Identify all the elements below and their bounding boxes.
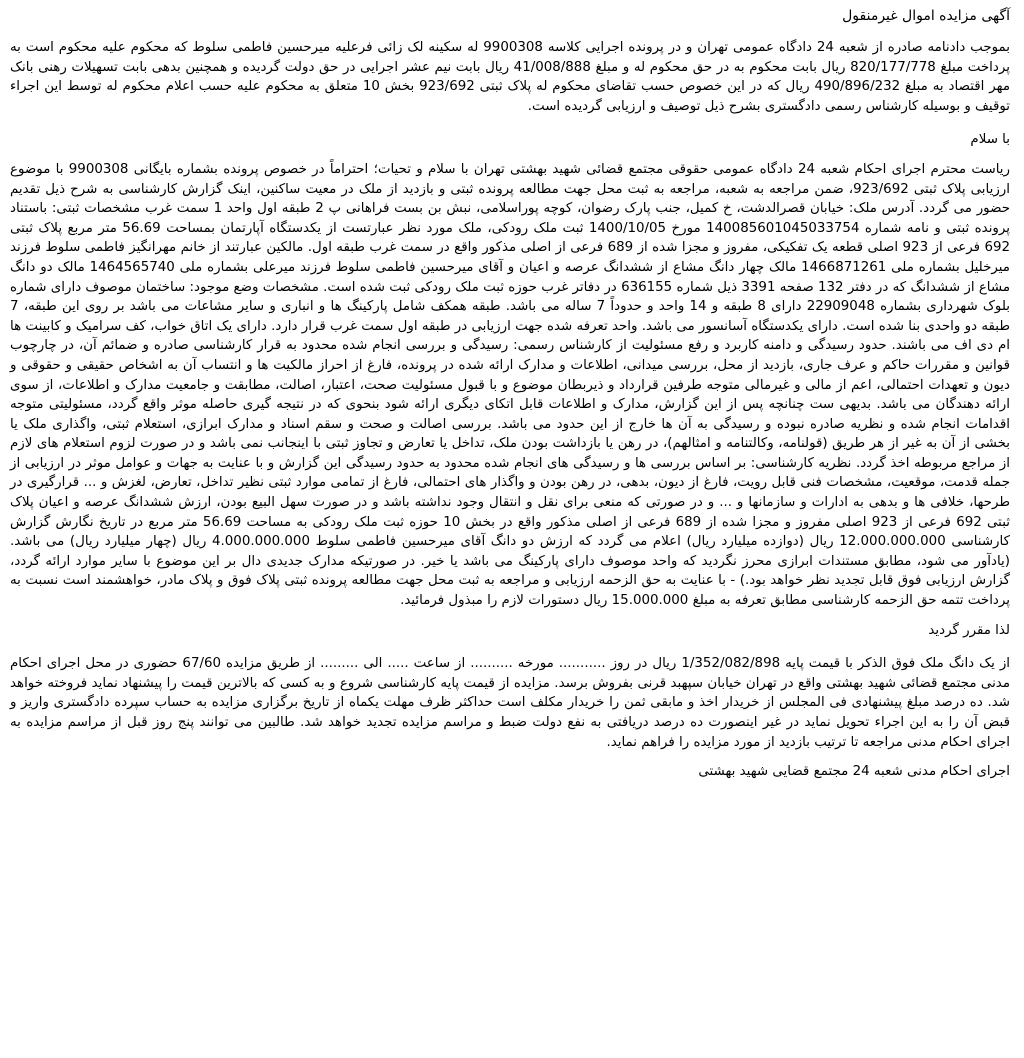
auction-terms-paragraph: از یک دانگ ملک فوق الذکر با قیمت پایه 1/352/082/898 ریال در روز ........... مورخه .......... از ساعت ..... الی ......... از طریق مزایده 67/60 حضوری در محل اجرای احکام مدنی مجتمع قضائی شهید بهشتی واقع در تهران خیابان سپهبد قرنی بفروش برسد. مزایده از قیمت پایه کارشناسی شروع و به کسی که بالاترین قیمت را پیشنهاد نماید فروخته خواهد شد. ده درصد مبلغ پیشنهادی فی المجلس از خریدار اخذ و مابقی ثمن را خریدار مکلف است حداکثر ظرف مهلت یکماه از تاریخ برگزاری مزایده به حساب سپرده دادگستری واریز و قبض آن را به این اجراء تحویل نماید در غیر اینصورت ده درصد دریافتی به نفع دولت ضبط و مراسم مزایده تجدید خواهد شد. طالبین می توانند پنج روز قبل از مراسم مزایده به اجرای احکام مدنی مراجعه تا ترتیب بازدید از مورد مزایده را فراهم نماید. bbox=[10, 656, 1011, 750]
spacer bbox=[10, 640, 1010, 654]
spacer bbox=[10, 752, 1010, 762]
decision-heading: لذا مقرر گردید bbox=[928, 622, 1010, 638]
spacer bbox=[10, 611, 1010, 621]
greeting-line: با سلام bbox=[970, 132, 1010, 148]
signature-line: اجرای احکام مدنی شعبه 24 مجتمع قضایی شهید بهشتی bbox=[698, 764, 1010, 780]
spacer bbox=[10, 116, 1010, 130]
spacer bbox=[10, 150, 1010, 160]
intro-paragraph: بموجب دادنامه صادره از شعبه 24 دادگاه عمومی تهران و در پرونده اجرایی کلاسه 9900308 له سکینه لک زائی فرعلیه میرحسین فاطمی سلوط که محکوم علیه محکوم است به پرداخت مبلغ 820/177/778 ریال بابت محکوم به در حق محکوم له و مبلغ 41/008/888 ریال بابت نیم عشر اجرایی در حق دولت گردیده و همچنین بدهی بابت تسهیلات رهنی بانک مهر اقتصاد به مبلغ 490/896/232 ریال که در این خصوص حسب تقاضای محکوم له پلاک ثبتی 923/692 بخش 10 متعلق به محکوم علیه حسب اعلام محکوم له توسط این اجراء توقیف و بوسیله کارشناس رسمی دادگستری بشرح ذیل توصیف و ارزیابی گردیده است. bbox=[10, 40, 1010, 114]
notice-title: آگهی مزایده اموال غیرمنقول bbox=[842, 8, 1010, 24]
expert-report-paragraph: ریاست محترم اجرای احکام شعبه 24 دادگاه عمومی حقوقی مجتمع قضائی شهید بهشتی تهران با سلام و تحیات؛ احتراماً در خصوص پرونده بشماره بایگانی 9900308 با موضوع ارزیابی پلاک ثبتی 923/692، ضمن مراجعه به شعبه، مراجعه به ثبت محل جهت مطالعه پرونده ثبتی و بازدید از ملک در معیت ساکنین، اینک گزارش کارشناسی به شرح ذیل تقدیم حضور می گردد. آدرس ملک: خیابان قصرالدشت، خ کمیل، جنب پارک رضوان، کوچه پوراسلامی، نبش بن بست فراهانی پ 2 طبقه اول واحد 1 سمت غرب مشخصات ثبتی: باستناد پرونده ثبتی و نامه شماره 140085601045033754 مورخ 1400/10/05 ثبت ملک رودکی، ملک مورد نظر عبارتست از یکدستگاه آپارتمان بمساحت 56.69 متر مربع پلاک ثبتی 692 فرعی از 923 اصلی قطعه یک تفکیکی، مفروز و مجزا شده از 689 فرعی از اصلی مذکور واقع در سمت غرب طبقه اول. مالکین عبارتند از خانم مهرانگیز فاطمی سلوط فرزند میرخلیل بشماره ملی 1466871261 مالک چهار دانگ مشاع از ششدانگ عرصه و اعیان و آقای میرحسین فاطمی سلوط فرزند میرعلی بشماره ملی 1464565740 مالک دو دانگ مشاع از ششدانگ که در دفتر 132 صفحه 3391 ذیل شماره 636155 در دفاتر غرب حوزه ثبت ملک رودکی ثبت شده است. مشخصات وضع موجود: ساختمان موصوف دارای شماره بلوک شهرداری بشماره 22909048 دارای 8 طبقه و 14 واحد و حدوداً 7 ساله می باشد. طبقه همکف شامل پارکینگ ها و انباری و سایر مشاعات می باشد بر روی این طبقه، 7 طبقه دو واحدی بنا شده است. دارای یکدستگاه آسانسور می باشد. واحد تعرفه شده جهت ارزیابی در طبقه اول سمت غرب قرار دارد. دارای یک اتاق خواب، کف سرامیک و کابینت ها ام دی اف می باشند. حدود رسیدگی و دامنه کاربرد و رفع مسئولیت از کارشناس رسمی: رسیدگی و بررسی انجام شده محدود به قرار کارشناسی صادره و ضمائم آن، در چارچوب قوانین و مقررات حاکم و عرف جاری، بازدید از محل، بررسی میدانی، اطلاعات و مدارک ارائه شده در پرونده، فارغ از احراز مالکیت ها و انتساب آن به اشخاص حقیقی و حقوقی و دیون و تعهدات احتمالی، اعم از مالی و غیرمالی متوجه طرفین قرارداد و ذیربطان موضوع و با قبول مسئولیت صحت، اعتبار، اصالت، مطابقت و جامعیت مدارک و اطلاعات، از سوی ارائه دهندگان می باشد. بدیهی ست چنانچه پس از این گزارش، مدارک و اطلاعات قابل اتکای دیگری ارائه شود بنحوی که در نتیجه گیری حاصله موثر واقع گردد، مسئولیتی متوجه اقدامات انجام شده و نظریه صادره نبوده و رسیدگی به آن ها خارج از این حدود می باشد. بررسی اصالت و صحت و سقم اسناد و مدارک ابرازی، استعلام ثبتی، واگذاری ملک یا بخشی از آن به غیر از هر طریق (قولنامه، وکالتنامه و امثالهم)، در رهن یا بازداشت بودن ملک، تداخل یا تعارض و تجاوز ثبتی با اینجانب نمی باشد و در صورت لزوم استعلام های لازم از مراجع مربوطه اخذ گردد. نظریه کارشناسی: بر اساس بررسی ها و رسیدگی های انجام شده محدود به حدود رسیدگی این گزارش و با عنایت به جهات و عوامل موثر در ارزیابی از جمله قدمت، موقعیت، مشخصات فنی قابل رویت، فارغ از دیون، بدهی، در رهن بودن و واگذار های احتمالی، فارغ از تمامی موارد ثبتی نظیر تداخل، تعارض، لغزش و ... قرارگیری در طرحها، خلافی ها و بدهی به ادارات و سازمانها و ... و در صورتی که منعی برای نقل و انتقال وجود نداشته باشد و در صورت سهل البیع بودن، ارزش ششدانگ عرصه و اعیان پلاک ثبتی 692 فرعی از 923 اصلی مفروز و مجزا شده از 689 فرعی از اصلی مذکور واقع در بخش 10 حوزه ثبت ملک رودکی به مساحت 56.69 متر مربع در تاریخ نگارش گزارش کارشناسی 12.000.000.000 ریال (دوازده میلیارد ریال) اعلام می گردد که ارزش دو دانگ آقای میرحسین فاطمی سلوط 4.000.000.000 ریال (چهار میلیارد ریال) می باشد. (یادآور می شود، مطابق مستندات ابرازی محرز نگردید که واحد موصوف دارای پارکینگ می باشد یا خیر. در صورتیکه مدارک جدیدی دال بر این موضوع با سایر موارد ارائه گردد، گزارش ارزیابی فوق قابل تجدید نظر خواهد بود.) - با عنایت به حق الزحمه ارزیابی و مراجعه به ثبت محل جهت مطالعه پرونده ثبتی پلاک فوق و پلاک مادر، خواهشمند است نسبت به پرداخت تتمه حق الزحمه کارشناسی مطابق تعرفه به مبلغ 15.000.000 ریال دستورات لازم را مبذول فرمائید. bbox=[10, 161, 1011, 609]
